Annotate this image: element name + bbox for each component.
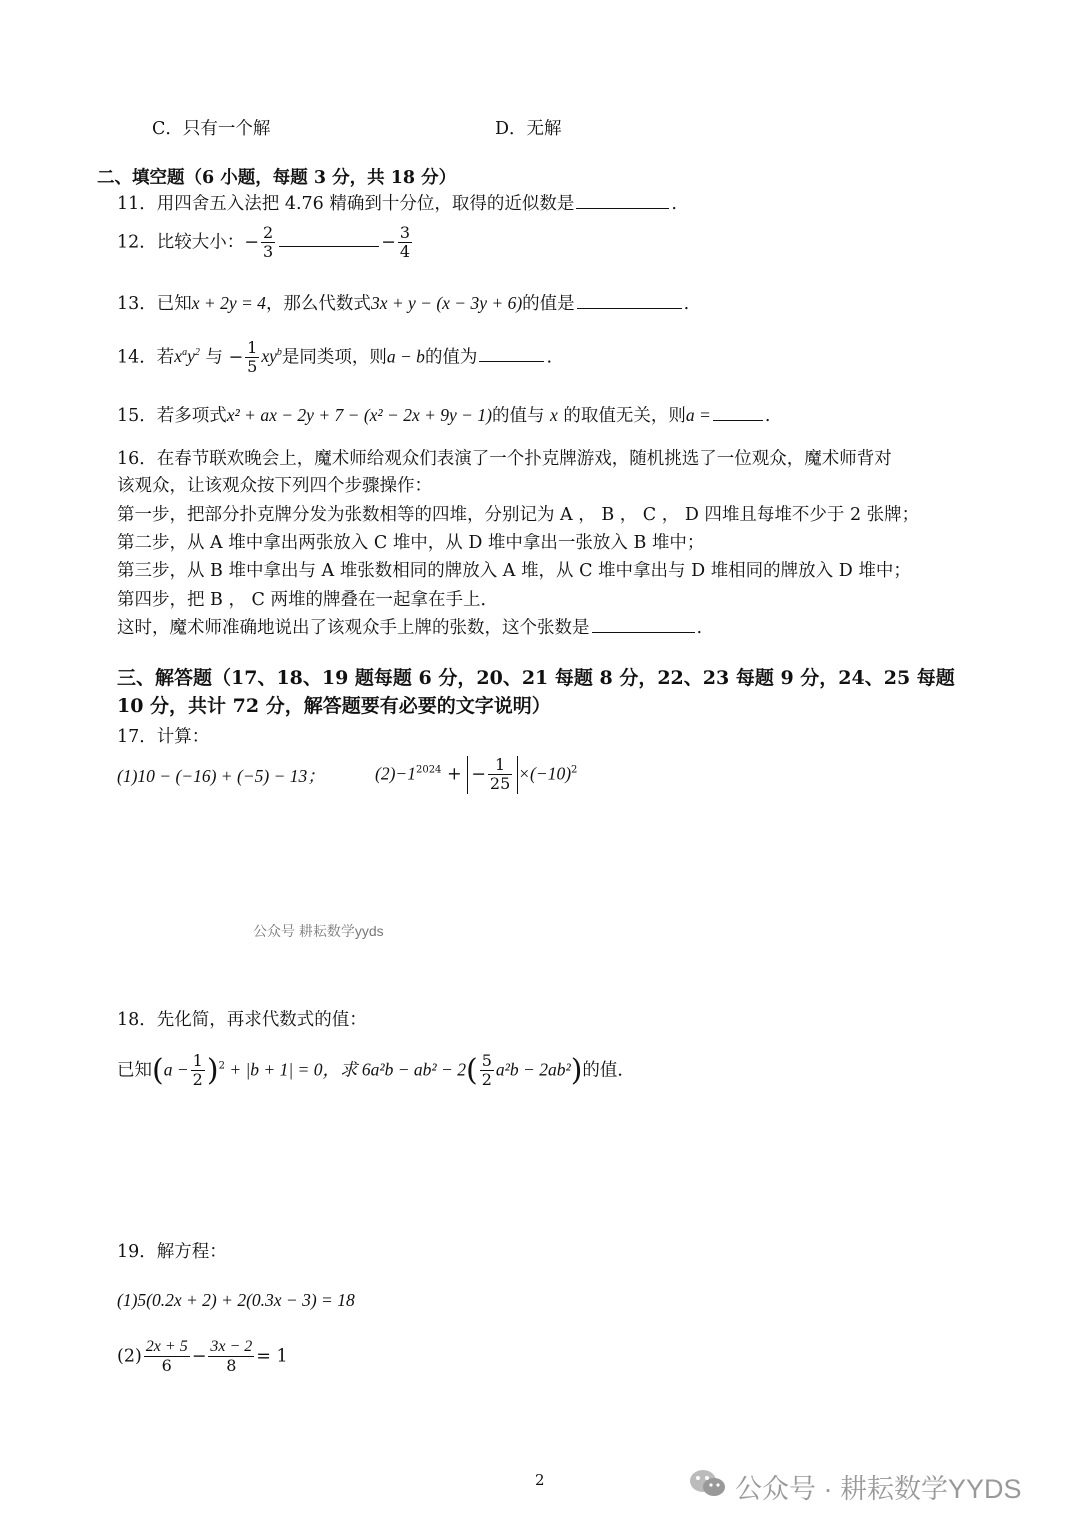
choice-d: D．无解 xyxy=(495,119,562,139)
section-3-title-cont: 10 分，共计 72 分，解答题要有必要的文字说明） xyxy=(117,695,551,717)
section-2-title: 二、填空题（6 小题，每题 3 分，共 18 分） xyxy=(97,168,457,188)
fraction: $\frac{3}{4}$ xyxy=(399,223,410,262)
wechat-icon xyxy=(688,1467,728,1505)
q11-text: 11．用四舍五入法把 4.76 精确到十分位，取得的近似数是 xyxy=(117,194,575,214)
fraction: $\frac{3x - 2}{8}$ xyxy=(210,1338,253,1376)
q18-expression: 已知(a − $\frac{1}{2}$ )$^2$ + |b + 1| = 0，求 6a²b − ab² − 2( $\frac{5}{2}$ a²b − 2ab²)的值． xyxy=(117,1051,635,1090)
fraction: $\frac{1}{2}$ xyxy=(192,1051,203,1090)
answer-blank xyxy=(592,631,695,633)
fraction: $\frac{2}{3}$ xyxy=(262,223,274,262)
q17-part-1: (1)10 − (−16) + (−5) − 13； xyxy=(117,766,325,786)
answer-blank xyxy=(713,419,763,421)
q17-part-2: $(2)-1^{2024}$ + − $\frac{1}{25}$ $\times(-10)^2$ xyxy=(375,755,578,794)
answer-blank xyxy=(577,307,682,309)
q13-condition: x + 2y = 4 xyxy=(191,293,266,313)
fraction: $\frac{1}{25}$ xyxy=(489,755,511,794)
answer-blank xyxy=(576,207,669,209)
watermark: 公众号 耕耘数学yyds xyxy=(253,923,384,939)
q12-label: 12．比较大小： xyxy=(117,232,245,253)
answer-blank xyxy=(279,245,379,247)
page-number: 2 xyxy=(535,1471,545,1489)
q13-expression: 3x + y − (x − 3y + 6) xyxy=(370,293,523,313)
answer-blank xyxy=(479,360,544,362)
q19-part-1: (1)5(0.2x + 2) + 2(0.3x − 3) = 18 xyxy=(117,1290,355,1310)
q16-line: 第三步，从 B 堆中拿出与 A 堆张数相同的牌放入 A 堆，从 C 堆中拿出与 D 堆相同的牌放入 D 堆中； xyxy=(117,561,911,581)
q16-line: 这时，魔术师准确地说出了该观众手上牌的张数，这个张数是 . xyxy=(117,618,703,638)
question-13: 13．已知x + 2y = 4，那么代数式3x + y − (x − 3y + 6)的值是 . xyxy=(117,293,690,314)
footer-text: 公众号 · 耕耘数学YYDS xyxy=(735,1474,1022,1504)
q16-line: 16．在春节联欢晚会上，魔术师给观众们表演了一个扑克牌游戏，随机挑选了一位观众，魔术师背对 xyxy=(117,449,892,469)
section-3-title: 三、解答题（17、18、19 题每题 6 分，20、21 每题 8 分，22、23 每题 9 分，24、25 每题 xyxy=(117,667,955,689)
q16-line: 第一步，把部分扑克牌分发为张数相等的四堆，分别记为 A ， B ， C ， D 四堆且每堆不少于 2 张牌； xyxy=(117,505,920,525)
fraction: $\frac{5}{2}$ xyxy=(481,1051,492,1090)
absolute-value: − $\frac{1}{25}$ xyxy=(467,756,518,794)
q16-line: 该观众，让该观众按下列四个步骤操作： xyxy=(117,476,432,496)
question-19-label: 19．解方程： xyxy=(117,1242,227,1262)
question-14: 14．若$x^ay^2$ 与 − $\frac{1}{5}$ $xy^b$是同类项，则a − b的值为 . xyxy=(117,338,553,377)
fraction: $\frac{2x + 5}{6}$ xyxy=(145,1338,188,1376)
question-11: 11．用四舍五入法把 4.76 精确到十分位，取得的近似数是 . xyxy=(117,194,677,214)
question-12: 12．比较大小：− $\frac{2}{3}$ − $\frac{3}{4}$ xyxy=(117,223,410,262)
question-17-label: 17．计算： xyxy=(117,727,210,747)
q15-polynomial: x² + ax − 2y + 7 − (x² − 2x + 9y − 1) xyxy=(226,405,492,425)
question-15: 15．若多项式x² + ax − 2y + 7 − (x² − 2x + 9y − 1)的值与 x 的取值无关，则a = . xyxy=(117,405,771,426)
q16-line: 第二步，从 A 堆中拿出两张放入 C 堆中，从 D 堆中拿出一张放入 B 堆中； xyxy=(117,533,705,553)
fraction: $\frac{1}{5}$ xyxy=(247,338,258,377)
choice-c: C．只有一个解 xyxy=(152,119,271,139)
question-18-label: 18．先化简，再求代数式的值： xyxy=(117,1010,367,1030)
q16-line: 第四步，把 B ， C 两堆的牌叠在一起拿在手上． xyxy=(117,590,498,610)
q19-part-2: (2) $\frac{2x + 5}{6}$ − $\frac{3x - 2}{8}$ = 1 xyxy=(117,1338,288,1376)
